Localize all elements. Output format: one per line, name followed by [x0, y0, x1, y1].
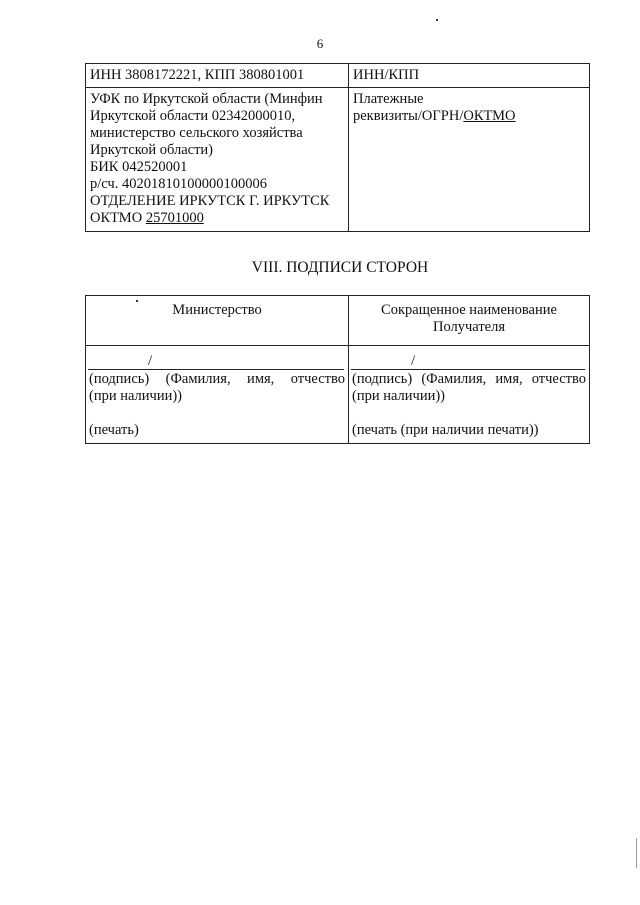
ministry-signature-caption: (подпись) (Фамилия, имя, отчество [89, 371, 345, 387]
table-row [86, 88, 590, 232]
payment-details-label-cell [349, 88, 590, 232]
ministry-header: Министерство [172, 302, 262, 318]
bank-details-cell [86, 88, 349, 232]
table-row [86, 370, 590, 444]
oktmo-label: ОКТМО [90, 210, 146, 226]
recipient-signature-slash: / [411, 353, 416, 369]
branch-line: ОТДЕЛЕНИЕ ИРКУТСК Г. ИРКУТСК [90, 193, 330, 209]
ministry-seal-caption: (печать) [89, 422, 139, 438]
payment-label-line2 [353, 108, 585, 125]
recipient-signature-caption: (подпись) (Фамилия, имя, отчество [352, 371, 586, 387]
recipient-signature-line-cell [349, 346, 590, 371]
recipient-header-line2: Получателя [432, 319, 506, 335]
inn-kpp-label-cell [349, 64, 590, 88]
recipient-signature-caption-cont: (при наличии)) [352, 388, 446, 404]
ministry-signature-caption-cont: (при наличии)) [89, 388, 183, 404]
page-number: 6 [316, 36, 324, 51]
bank-line: министерство сельского хозяйства [90, 125, 303, 141]
scan-speck [136, 300, 138, 302]
ministry-header-cell [86, 296, 349, 346]
bank-line: Иркутской области 02342000010, [90, 108, 296, 124]
recipient-header-cell [349, 296, 590, 346]
oktmo-line [90, 210, 344, 227]
scan-speck [436, 19, 438, 21]
scan-speck [636, 838, 637, 868]
payment-label-oktmo: ОКТМО [463, 108, 516, 124]
table-row [86, 296, 590, 346]
inn-kpp-text: ИНН 3808172221, КПП 380801001 [90, 67, 305, 83]
signatures-table [85, 295, 590, 444]
payment-label-prefix: реквизиты/ОГРН/ [353, 108, 464, 124]
recipient-header-line1: Сокращенное наименование [381, 302, 557, 318]
bank-details-table [85, 63, 590, 232]
table-row [86, 346, 590, 371]
recipient-signature-line [351, 351, 585, 370]
inn-kpp-cell [86, 64, 349, 88]
section-title: VIII. ПОДПИСИ СТОРОН [251, 259, 429, 276]
table-row [86, 64, 590, 88]
account-line: р/сч. 40201810100000100006 [90, 176, 267, 192]
inn-kpp-label: ИНН/КПП [353, 67, 420, 83]
ministry-signature-text-cell [86, 370, 349, 444]
bank-line: Иркутской области) [90, 142, 214, 158]
ministry-signature-line-cell [86, 346, 349, 371]
ministry-signature-slash: / [148, 353, 153, 369]
payment-label-line1: Платежные [353, 91, 424, 107]
recipient-signature-text-cell [349, 370, 590, 444]
bik-line: БИК 042520001 [90, 159, 188, 175]
recipient-seal-caption: (печать (при наличии печати)) [352, 422, 539, 438]
ministry-signature-line [88, 351, 344, 370]
oktmo-value: 25701000 [145, 210, 204, 226]
bank-line: УФК по Иркутской области (Минфин [90, 91, 323, 107]
